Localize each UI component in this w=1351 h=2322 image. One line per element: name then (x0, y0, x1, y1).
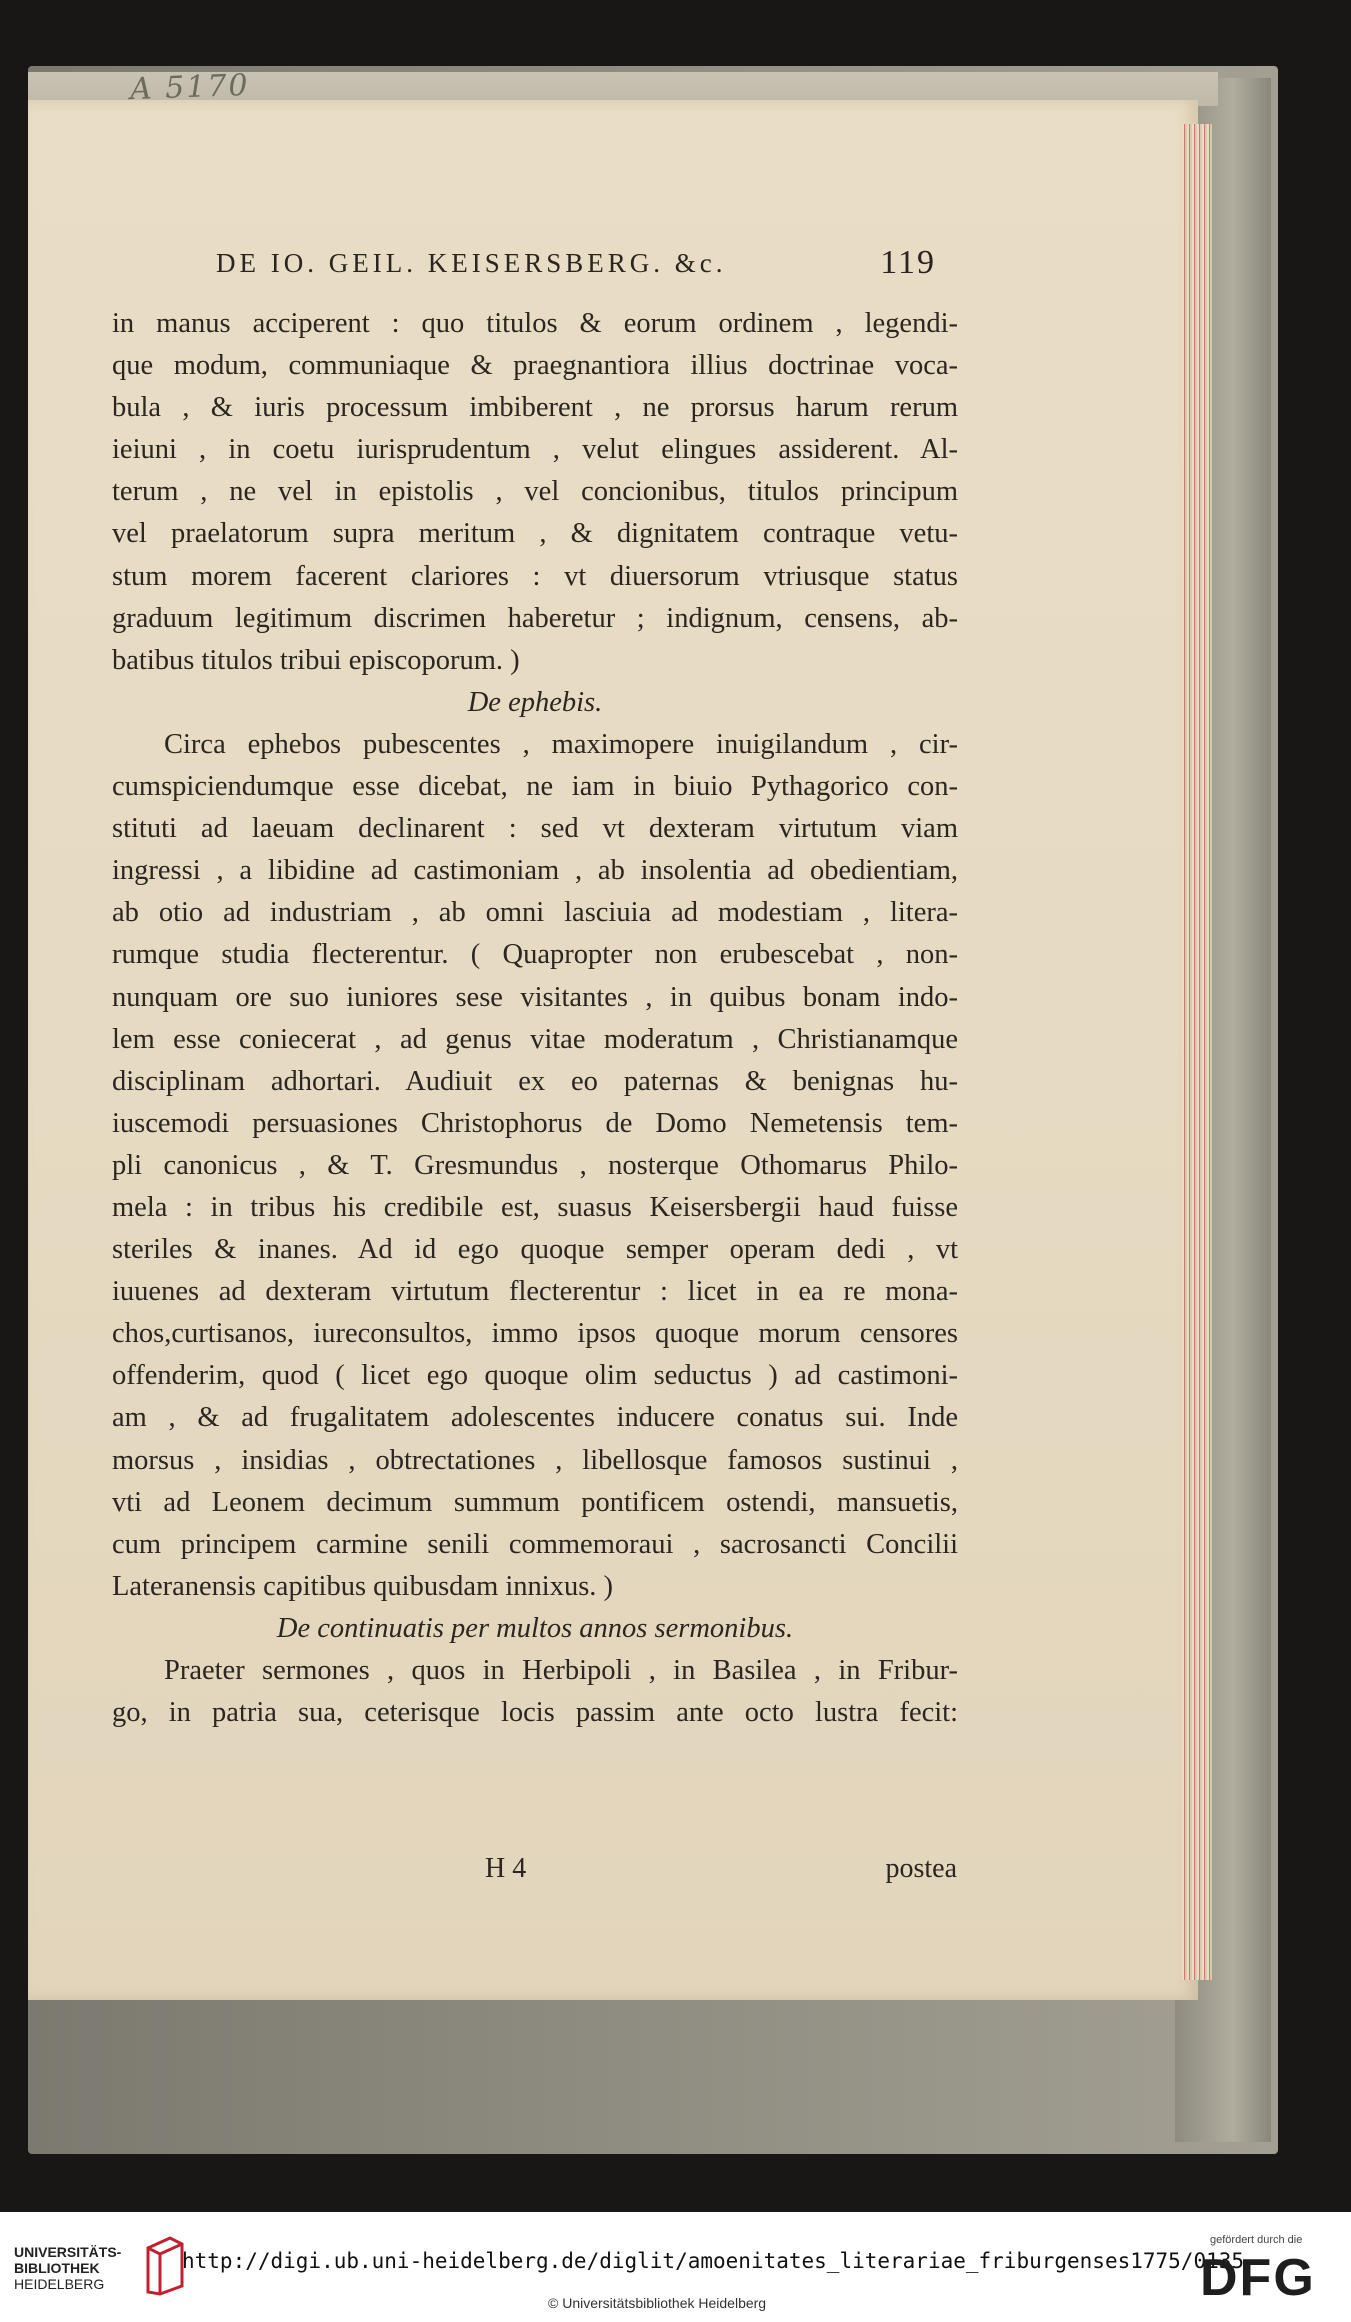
copyright-note: © Universitätsbibliothek Heidelberg (548, 2295, 767, 2311)
text-line: Circa ephebos pubescentes , maximopere inuigilandum , cir- (164, 728, 958, 760)
text-line: graduum legitimum discrimen haberetur ; indignum, censens, ab- (112, 602, 958, 634)
text-block (112, 303, 958, 1734)
text-line: terum , ne vel in epistolis , vel concionibus, titulos principum (112, 476, 958, 508)
text-line: vti ad Leonem decimum summum pontificem ostendi, mansuetis, (112, 1486, 958, 1518)
text-line: stum morem facerent clariores : vt diuersorum vtriusque status (112, 560, 958, 592)
document-url[interactable]: http://digi.ub.uni-heidelberg.de/diglit/amoenitates_literariae_friburgenses1775/0135 (182, 2249, 1245, 2273)
text-line: offenderim, quod ( licet ego quoque olim seductus ) ad castimoni- (112, 1360, 958, 1392)
viewer-footer (0, 2212, 1351, 2322)
text-line: morsus , insidias , obtrectationes , libellosque famosos sustinui , (112, 1444, 958, 1476)
page-footer-marks (112, 1853, 958, 1893)
text-line: iuscemodi persuasiones Christophorus de Domo Nemetensis tem- (112, 1107, 958, 1139)
text-line: steriles & inanes. Ad id ego quoque semper operam dedi , vt (112, 1234, 958, 1266)
folio-number: 119 (880, 244, 936, 281)
text-line: am , & ad frugalitatem adolescentes inducere conatus sui. Inde (112, 1402, 958, 1434)
text-line: Praeter sermones , quos in Herbipoli , in Basilea , in Fribur- (164, 1655, 958, 1686)
library-line: HEIDELBERG (14, 2276, 105, 2292)
text-line: Lateranensis capitibus quibusdam innixus. ) (112, 1570, 614, 1602)
text-line: mela : in tribus his credibile est, suasus Keisersbergii haud fuisse (112, 1191, 958, 1223)
section-heading: De continuatis per multos annos sermonibus. (276, 1612, 794, 1644)
text-line: cum principem carmine senili commemoraui , sacrosancti Concilii (112, 1528, 958, 1560)
text-line: bula , & iuris processum imbiberent , ne prorsus harum rerum (112, 392, 958, 424)
library-logo[interactable] (14, 2244, 121, 2292)
text-line: go, in patria sua, ceterisque locis passim ante octo lustra fecit: (112, 1697, 958, 1729)
page-edges (1182, 124, 1212, 1980)
library-line: BIBLIOTHEK (14, 2260, 100, 2276)
text-line: batibus titulos tribui episcoporum. ) (112, 644, 520, 676)
running-head: DE IO. GEIL. KEISERSBERG. &c. (216, 248, 727, 278)
text-line: lem esse coniecerat , ad genus vitae moderatum , Christianamque (112, 1023, 958, 1055)
library-line: UNIVERSITÄTS- (14, 2244, 122, 2260)
text-line: cumspiciendumque esse dicebat, ne iam in biuio Pythagorico con- (112, 771, 958, 803)
text-line: vel praelatorum supra meritum , & dignitatem contraque vetu- (112, 518, 958, 550)
text-line: rumque studia flecterentur. ( Quapropter non erubescebat , non- (112, 939, 958, 971)
text-line: in manus acciperent : quo titulos & eorum ordinem , legendi- (112, 308, 958, 339)
funding-note: gefördert durch die (1210, 2234, 1303, 2246)
catchword: postea (885, 1853, 957, 1884)
page-header (216, 244, 936, 294)
section-heading: De ephebis. (467, 686, 603, 718)
text-line: iuuenes ad dexteram virtutum flecterentur : licet in ea re mona- (112, 1276, 958, 1308)
text-line: pli canonicus , & T. Gresmundus , nosterque Othomarus Philo- (112, 1149, 958, 1181)
signature-mark: H 4 (485, 1853, 527, 1884)
text-line: ieiuni , in coetu iurisprudentum , velut elingues assiderent. Al- (112, 434, 958, 466)
text-line: nunquam ore suo iuniores sese visitantes , in quibus bonam indo- (112, 981, 958, 1013)
text-line: que modum, communiaque & praegnantiora illius doctrinae voca- (112, 350, 958, 382)
text-line: stituti ad laeuam declinarent : sed vt dexteram virtutum viam (112, 813, 958, 845)
text-line: disciplinam adhortari. Audiuit ex eo paternas & benignas hu- (112, 1065, 958, 1097)
shelfmark: A 5170 (129, 67, 251, 108)
text-line: ab otio ad industriam , ab omni lasciuia ad modestiam , litera- (112, 897, 958, 929)
dfg-logo[interactable]: DFG (1200, 2249, 1316, 2307)
text-line: chos,curtisanos, iureconsultos, immo ipsos quoque morum censores (112, 1318, 958, 1350)
text-line: ingressi , a libidine ad castimoniam , ab insolentia ad obedientiam, (112, 855, 958, 887)
